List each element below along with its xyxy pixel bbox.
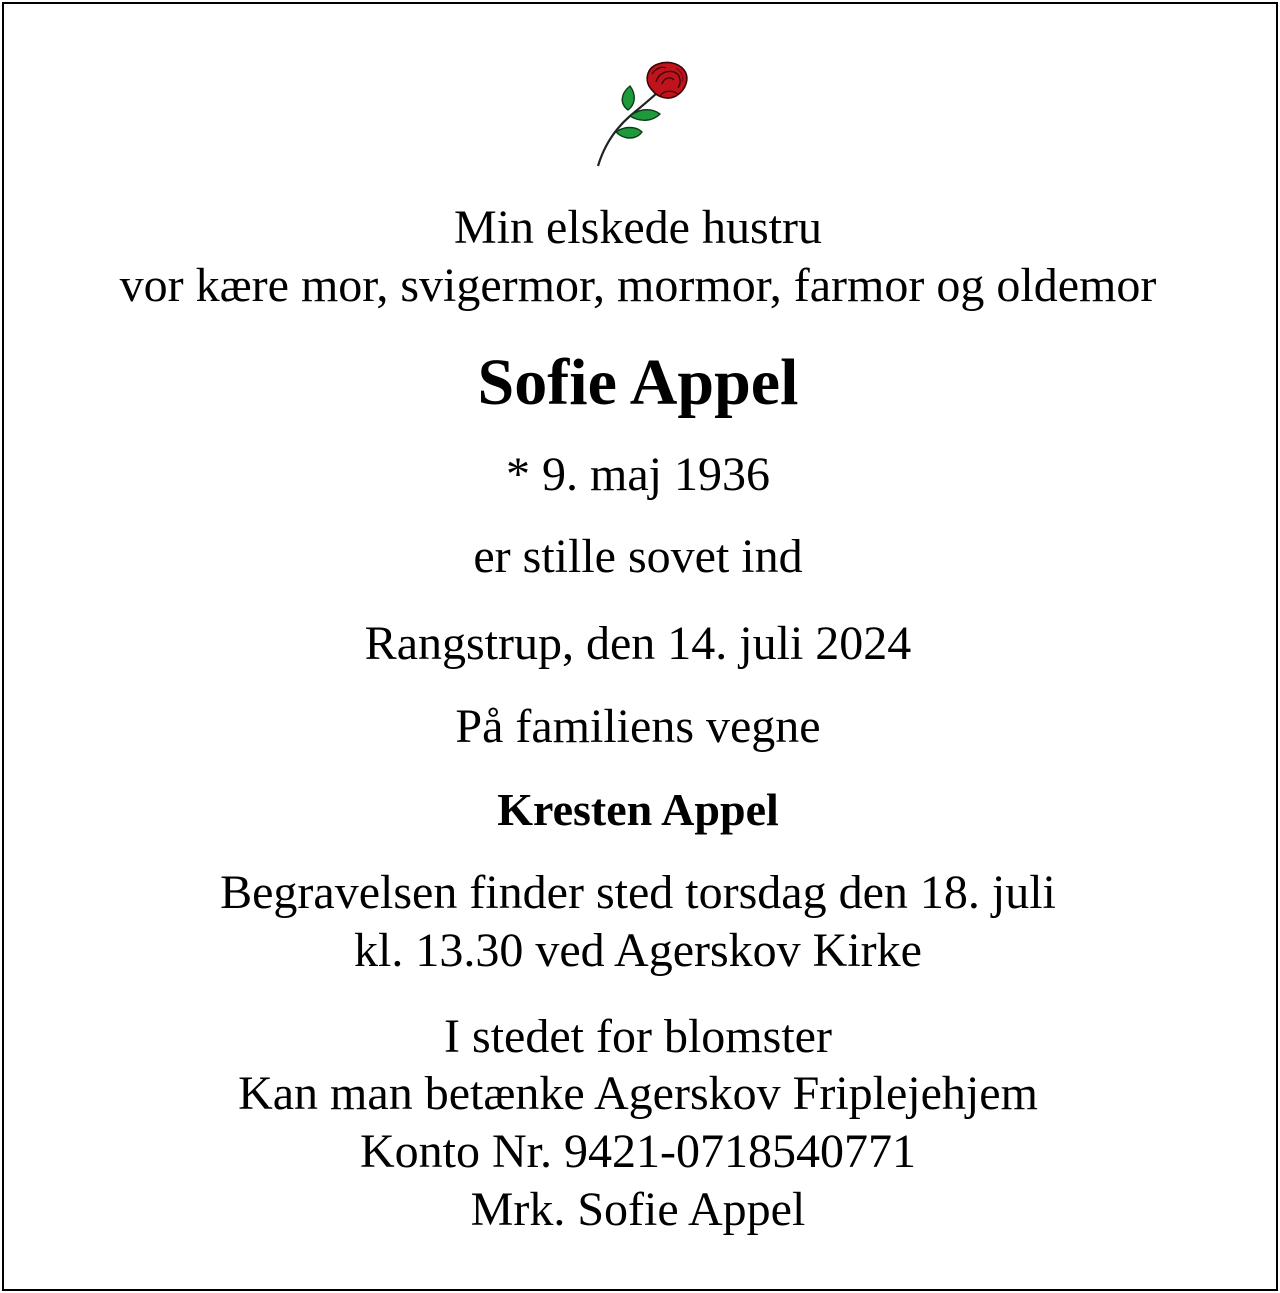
donation-line-1: I stedet for blomster xyxy=(444,1010,832,1063)
donation-reference: Mrk. Sofie Appel xyxy=(470,1183,806,1236)
passing-text: er stille sovet ind xyxy=(473,530,803,583)
place-and-date: Rangstrup, den 14. juli 2024 xyxy=(364,617,912,670)
deceased-name: Sofie Appel xyxy=(477,346,799,419)
donation-account: Konto Nr. 9421-0718540771 xyxy=(360,1125,916,1178)
funeral-line-1: Begravelsen finder sted torsdag den 18. juli xyxy=(220,866,1056,919)
funeral-line-2: kl. 13.30 ved Agerskov Kirke xyxy=(354,924,922,977)
rose-icon xyxy=(590,60,690,170)
birth-date: * 9. maj 1936 xyxy=(506,448,770,501)
donation-line-2: Kan man betænke Agerskov Friplejehjem xyxy=(238,1067,1038,1120)
intro-line-2: vor kære mor, svigermor, mormor, farmor og oldemor xyxy=(119,259,1157,312)
intro-line-1: Min elskede hustru xyxy=(454,201,822,254)
on-behalf-text: På familiens vegne xyxy=(455,700,821,753)
signer-name: Kresten Appel xyxy=(497,784,779,835)
